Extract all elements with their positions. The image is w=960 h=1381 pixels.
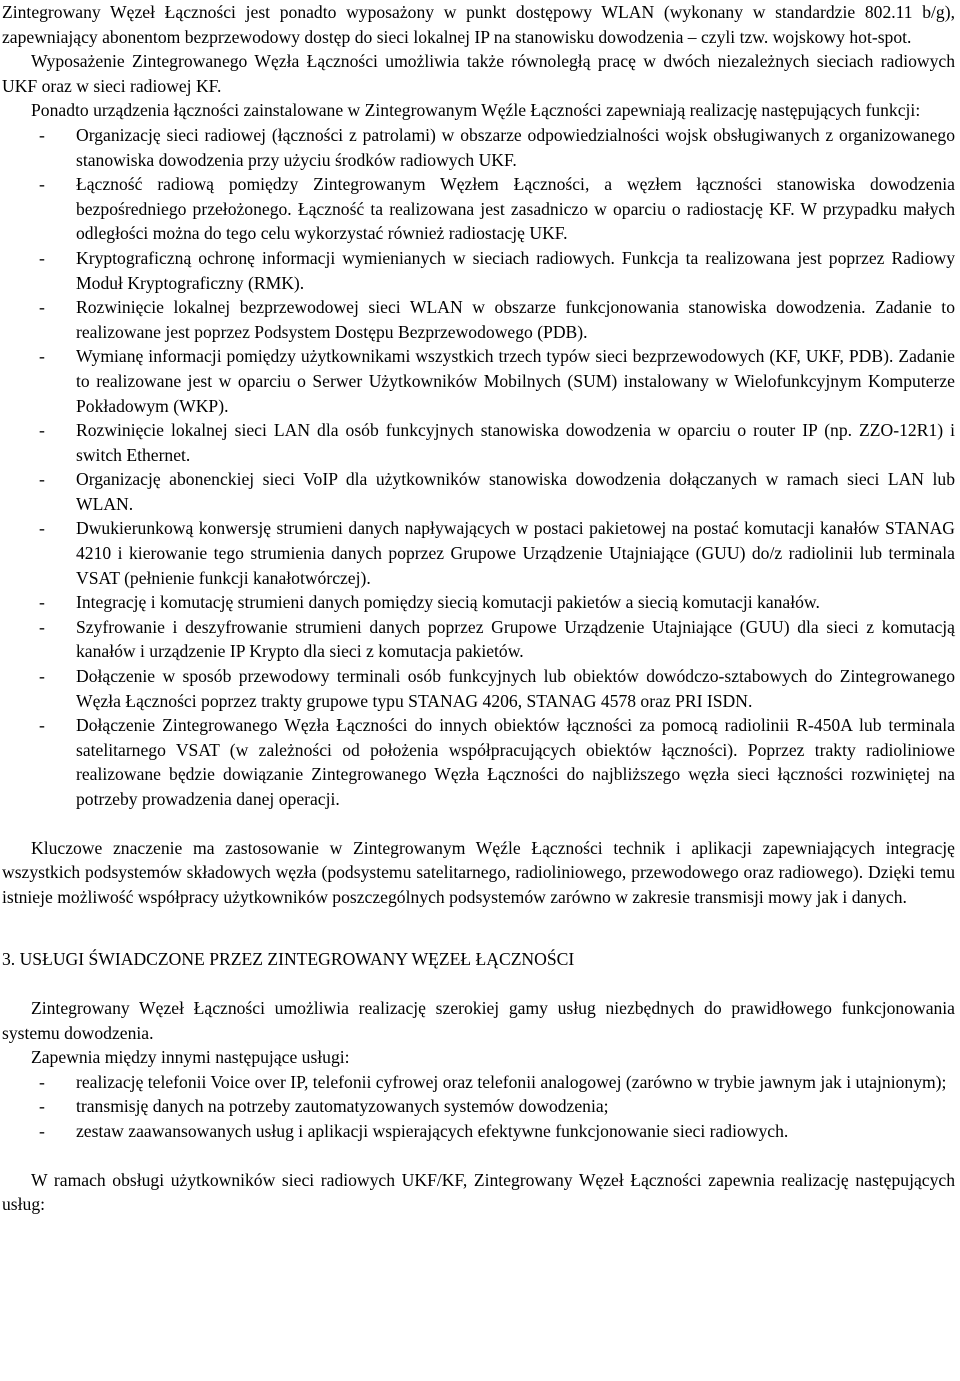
dash-bullet: - — [39, 592, 45, 613]
list-item-text: Rozwinięcie lokalnej sieci LAN dla osób funkcyjnych stanowiska dowodzenia w oparciu o router IP (np. ZZO-12R1) i switch Ethernet. — [76, 420, 955, 465]
spacer — [2, 1144, 955, 1168]
list-item-text: Rozwinięcie lokalnej bezprzewodowej sieci WLAN w obszarze funkcjonowania stanowiska dowodzenia. Zadanie to realizowane jest poprzez Podsystem Dostępu Bezprzewodowego (PDB). — [76, 297, 955, 342]
list-item-text: Łączność radiową pomiędzy Zintegrowanym Węzłem Łączności, a węzłem łączności stanowiska dowodzenia bezpośredniego przełożonego. Łączność ta realizowana jest zasadniczo w oparciu o radiostację KF. W przypadku małych odległości można do tego celu wykorzystać również radiostację UKF. — [76, 174, 955, 244]
list-item-text: Integrację i komutację strumieni danych pomiędzy siecią komutacji pakietów a siecią komutacji kanałów. — [76, 592, 820, 613]
list-item — [2, 172, 955, 246]
dash-bullet: - — [39, 616, 45, 637]
dash-bullet: - — [39, 1096, 45, 1117]
list-item-text: Szyfrowanie i deszyfrowanie strumieni danych poprzez Grupowe Urządzenie Utajniające (GUU) dla sieci z komutacją kanałów i urządzenie IP Krypto dla sieci z komutacja pakietów. — [76, 616, 955, 662]
dash-bullet: - — [39, 715, 45, 736]
dash-bullet: - — [39, 1120, 45, 1141]
spacer — [2, 972, 955, 996]
list-item — [2, 713, 955, 811]
dash-bullet: - — [39, 518, 45, 539]
list-item-text: Dwukierunkową konwersję strumieni danych napływających w postaci pakietowej na postać komutacji kanałów STANAG 4210 i kierowanie tego strumienia danych poprzez Grupowe Urządzenie Utajniające (GUU) do/z radiolinii lub terminala VSAT (pełnienie funkcji kanałotwórczej). — [76, 518, 955, 588]
functions-list — [2, 123, 955, 812]
section-3-paragraph-3: W ramach obsługi użytkowników sieci radiowych UKF/KF, Zintegrowany Węzeł Łączności zapewnia realizację następujących usług: — [2, 1169, 955, 1215]
list-item — [2, 590, 955, 615]
dash-bullet: - — [39, 174, 45, 195]
list-item-text: Kryptograficzną ochronę informacji wymienianych w sieciach radiowych. Funkcja ta realizowana jest poprzez Radiowy Moduł Kryptograficzny (RMK). — [76, 247, 955, 293]
dash-bullet: - — [39, 469, 45, 490]
spacer — [2, 909, 955, 947]
list-item — [2, 615, 955, 664]
list-item — [2, 1094, 955, 1119]
list-item — [2, 516, 955, 590]
dash-bullet: - — [39, 1071, 45, 1092]
list-item — [2, 295, 955, 344]
spacer — [2, 812, 955, 836]
list-item-text: Wymianę informacji pomiędzy użytkownikami wszystkich trzech typów sieci bezprzewodowych (KF, UKF, PDB). Zadanie to realizowane jest w oparciu o Serwer Użytkowników Mobilnych (SUM) instalowany w Wielofunkcyjnym Komputerze Pokładowym (WKP). — [76, 346, 955, 416]
section-3-heading: 3. USŁUGI ŚWIADCZONE PRZEZ ZINTEGROWANY WĘZEŁ ŁĄCZNOŚCI — [2, 949, 575, 970]
intro-paragraph-3: Ponadto urządzenia łączności zainstalowane w Zintegrowanym Węźle Łączności zapewniają realizację następujących funkcji: — [31, 100, 921, 121]
list-item — [2, 418, 955, 467]
list-item-text: transmisję danych na potrzeby zautomatyzowanych systemów dowodzenia; — [76, 1096, 609, 1117]
list-item — [2, 1070, 955, 1095]
intro-paragraph-1: Zintegrowany Węzeł Łączności jest ponadto wyposażony w punkt dostępowy WLAN (wykonany w standardzie 802.11 b/g), zapewniający abonentom bezprzewodowy dostęp do sieci lokalnej IP na stanowisku dowodzenia – czyli tzw. wojskowy hot-spot. — [2, 2, 955, 47]
list-item — [2, 123, 955, 172]
list-item-text: Dołączenie Zintegrowanego Węzła Łączności do innych obiektów łączności za pomocą radiolinii R-450A lub terminala satelitarnego VSAT (w zależności od położenia współpracujących obiektów łączności). Poprzez trakty radioliniowe realizowane będzie dowiązanie Zintegrowanego Węzła Łączności do najbliższego węzła sieci łączności rozwiniętej na potrzeby prowadzenia danej operacji. — [76, 715, 955, 809]
list-item — [2, 246, 955, 295]
dash-bullet: - — [39, 247, 45, 268]
list-item-text: Organizację abonenckiej sieci VoIP dla użytkowników stanowiska dowodzenia dołączanych w ramach sieci LAN lub WLAN. — [76, 469, 955, 514]
list-item — [2, 467, 955, 516]
dash-bullet: - — [39, 124, 45, 145]
dash-bullet: - — [39, 666, 45, 687]
list-item — [2, 344, 955, 418]
list-item-text: zestaw zaawansowanych usług i aplikacji wspierających efektywne funkcjonowanie sieci radiowych. — [76, 1120, 789, 1141]
key-paragraph: Kluczowe znaczenie ma zastosowanie w Zintegrowanym Węźle Łączności technik i aplikacji zapewniających integrację wszystkich podsystemów składowych węzła (podsystemu satelitarnego, radioliniowego, przewodowego oraz radiowego). Dzięki temu istnieje możliwość współpracy użytkowników poszczególnych podsystemów zarówno w zakresie transmisji mowy jak i danych. — [2, 837, 955, 907]
services-list — [2, 1070, 955, 1144]
section-3-paragraph-2: Zapewnia między innymi następujące usługi: — [31, 1047, 350, 1068]
list-item-text: realizację telefonii Voice over IP, telefonii cyfrowej oraz telefonii analogowej (zarówno w trybie jawnym jak i utajnionym); — [76, 1071, 947, 1092]
section-3-paragraph-1: Zintegrowany Węzeł Łączności umożliwia realizację szerokiej gamy usług niezbędnych do prawidłowego funkcjonowania systemu dowodzenia. — [2, 997, 955, 1043]
list-item — [2, 664, 955, 713]
dash-bullet: - — [39, 346, 45, 367]
list-item-text: Organizację sieci radiowej (łączności z patrolami) w obszarze odpowiedzialności wojsk obsługiwanych z organizowanego stanowiska dowodzenia przy użyciu środków radiowych UKF. — [76, 124, 955, 170]
list-item — [2, 1119, 955, 1144]
list-item-text: Dołączenie w sposób przewodowy terminali osób funkcyjnych lub obiektów dowódczo-sztabowych do Zintegrowanego Węzła Łączności poprzez trakty grupowe typu STANAG 4206, STANAG 4578 oraz PRI ISDN. — [76, 666, 955, 711]
dash-bullet: - — [39, 297, 45, 318]
dash-bullet: - — [39, 420, 45, 441]
intro-paragraph-2: Wyposażenie Zintegrowanego Węzła Łączności umożliwia także równoległą pracę w dwóch niezależnych sieciach radiowych UKF oraz w sieci radiowej KF. — [2, 51, 955, 96]
